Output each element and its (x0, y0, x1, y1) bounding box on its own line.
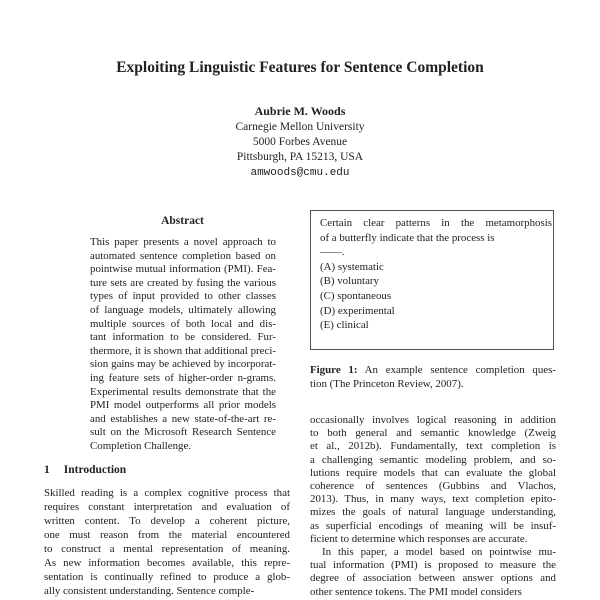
text-line: to construct a mental representation of meaning. (44, 543, 290, 555)
text-line: coherence of sentences (Gubbins and Vlachos, (310, 480, 556, 493)
text-line: Experimental results demonstrate that the (90, 385, 276, 398)
text-line: sentation is continually refined to produce a glob- (44, 571, 290, 583)
text-line: a challenging semantic modeling problem, and so- (310, 453, 556, 466)
text-line: automated sentence completion based on (90, 249, 276, 262)
text-line: Completion Challenge. (90, 439, 192, 452)
text-line: 2013). Thus, in many ways, text completion epito- (310, 493, 556, 506)
text-line: Certain clear patterns in the metamorphosis (320, 217, 552, 229)
text-line: lutions require models that can evaluate the global (310, 466, 556, 479)
figure-question (320, 216, 552, 333)
text-line: requires constant interpretation and evaluation of (44, 501, 290, 513)
text-line: sion gains may be achieved by incorporat- (90, 358, 276, 371)
caption-text: An example sentence completion ques- (357, 364, 556, 376)
author-city: Pittsburgh, PA 15213, USA (236, 151, 364, 163)
author-name: Aubrie M. Woods (254, 104, 346, 118)
introduction-body (44, 486, 290, 598)
text-line: thermore, it is shown that additional preci- (90, 344, 276, 357)
text-line: to both general and semantic knowledge (Zweig (310, 427, 556, 440)
text-line: Skilled reading is a complex cognitive process that (44, 487, 290, 499)
section-title: Introduction (63, 464, 127, 476)
answer-option: (A) systematic (320, 260, 384, 273)
author-address: 5000 Forbes Avenue (252, 136, 348, 148)
text-line: one must reason from the material encountered (44, 529, 290, 541)
text-line: tant information to be considered. Fur- (90, 331, 276, 344)
abstract-body (90, 236, 276, 454)
text-line: In this paper, a model based on pointwise mu- (322, 546, 556, 558)
paper-title: Exploiting Linguistic Features for Sentence Completion (116, 59, 484, 76)
abstract-heading: Abstract (161, 215, 204, 227)
text-line: types of input provided to other classes (90, 290, 276, 303)
text-line: of language models, ultimately allowing (90, 303, 276, 316)
text-line: tual information (PMI) is proposed to measure the (310, 559, 556, 572)
text-line: ture sets are created by fusing the various (90, 276, 276, 289)
text-line: written content. To develop a coherent picture, (44, 515, 290, 527)
body-paragraph (310, 414, 556, 546)
caption-text: tion (The Princeton Review, 2007). (310, 377, 464, 390)
text-line: et al., 2012b). Fundamentally, text completion is (310, 440, 556, 453)
figure-caption (310, 364, 556, 391)
answer-option: (B) voluntary (320, 275, 379, 288)
text-line: other sentence tokens. The PMI model considers (310, 585, 522, 598)
text-line: of a butterfly indicate that the process is (320, 231, 495, 244)
text-line: ficient to determine which responses are accurate. (310, 532, 528, 545)
text-line: ing feature sets of higher-order n-grams. (90, 371, 276, 384)
text-line: mizes the goals of natural language understanding, (310, 506, 556, 519)
text-line: ——. (320, 246, 345, 259)
section-number: 1 (44, 464, 50, 476)
caption-label: Figure 1: (310, 364, 358, 376)
text-line: sult on the Microsoft Research Sentence (90, 426, 276, 439)
author-email: amwoods@cmu.edu (250, 167, 350, 179)
text-line: PMI model outperforms all prior models (90, 399, 276, 412)
text-line: As new information becomes available, this repre- (44, 557, 290, 569)
text-line: pointwise mutual information (PMI). Fea- (90, 263, 276, 276)
answer-option: (D) experimental (320, 304, 395, 317)
answer-option: (C) spontaneous (320, 289, 392, 302)
text-line: multiple sources of both local and dis- (90, 317, 276, 330)
text-line: This paper presents a novel approach to (90, 236, 276, 248)
text-line: degree of association between answer options and (310, 572, 556, 585)
answer-option: (E) clinical (320, 319, 369, 332)
text-line: and establishes a new state-of-the-art re- (90, 412, 276, 425)
text-line: as superficial encodings of meaning will be insuf- (310, 519, 556, 532)
section-heading-introduction (44, 463, 126, 478)
body-paragraph (310, 546, 556, 599)
text-line: ally consistent understanding. Sentence comple- (44, 585, 255, 597)
text-line: occasionally involves logical reasoning in addition (310, 414, 556, 426)
author-affiliation: Carnegie Mellon University (235, 121, 365, 133)
